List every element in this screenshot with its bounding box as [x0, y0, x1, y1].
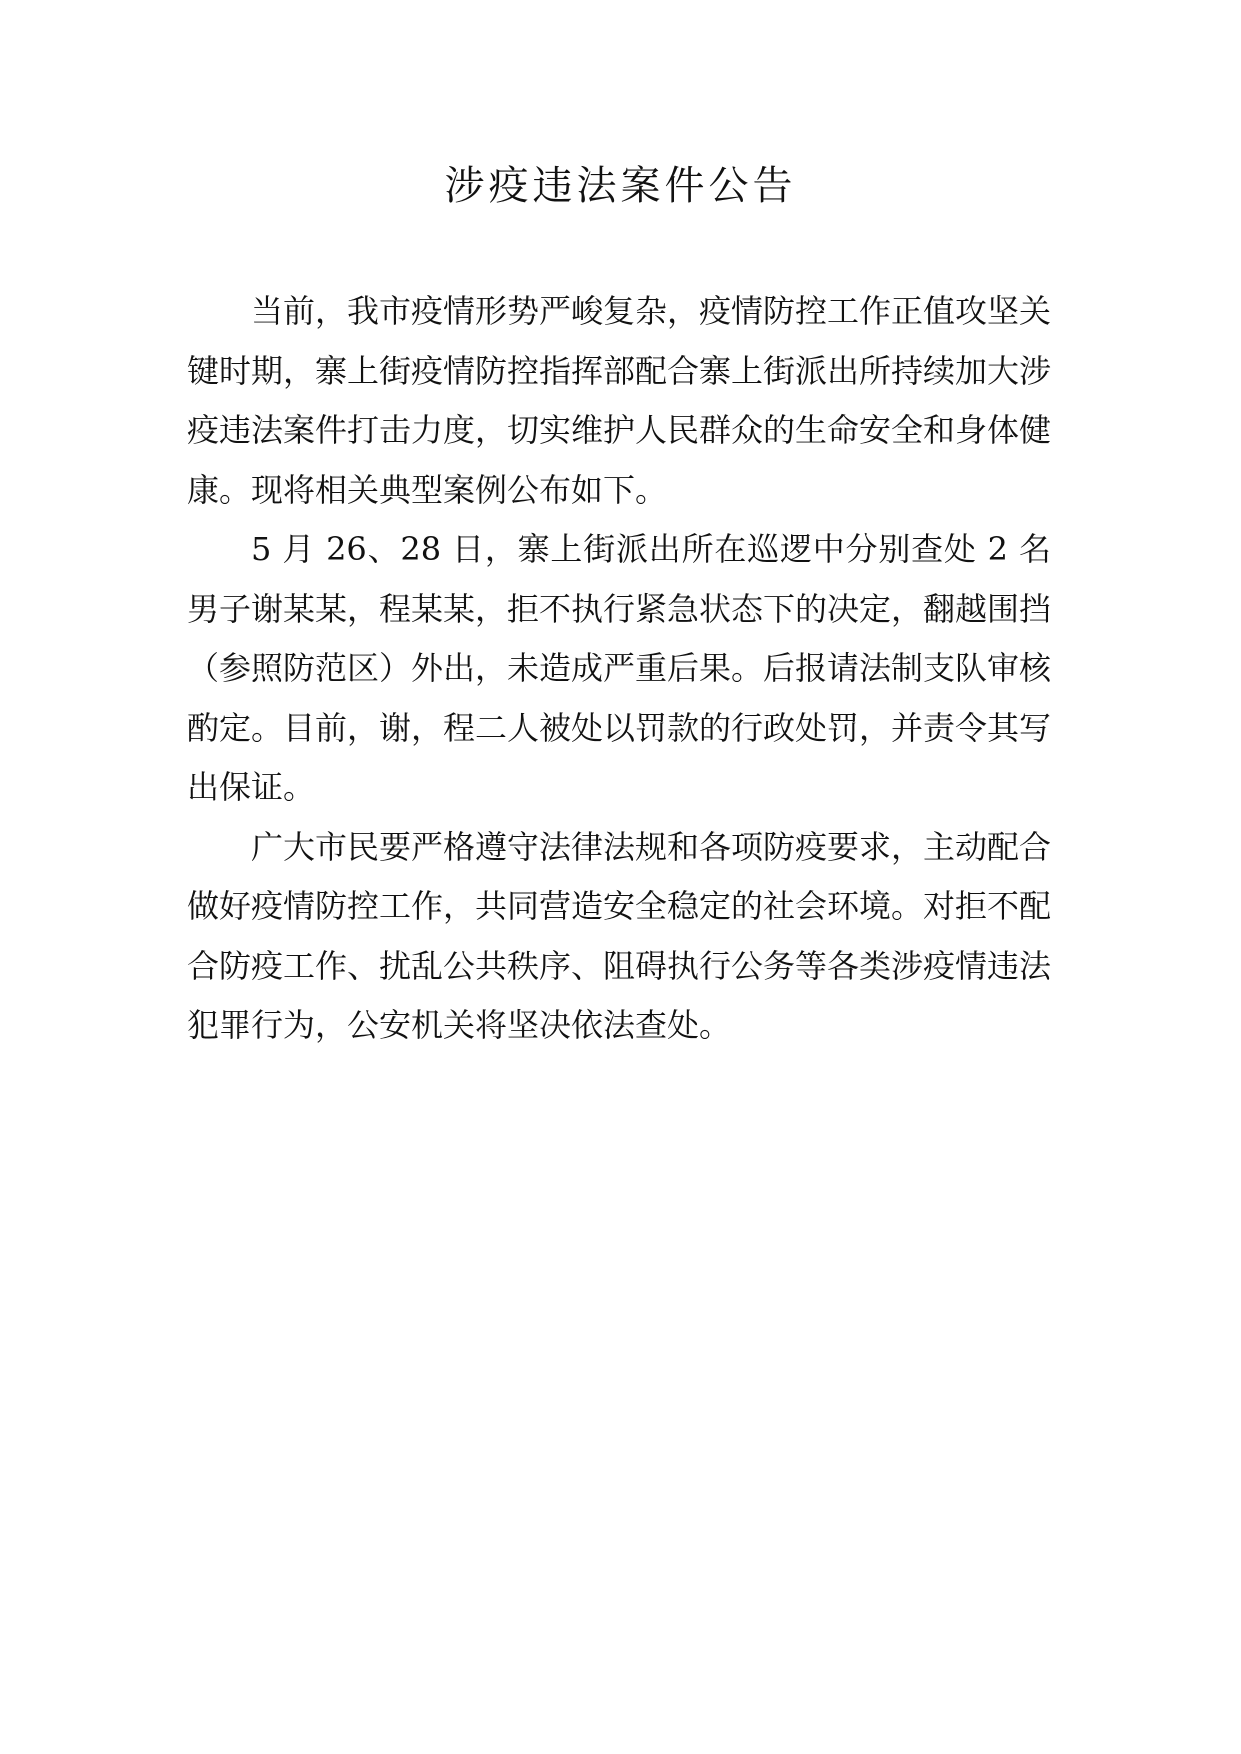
document-title: 涉疫违法案件公告	[444, 163, 797, 209]
paragraph-appeal: 广大市民要严格遵守法律法规和各项防疫要求，主动配合做好疫情防控工作，共同营造安全稳定的社会环境。对拒不配合防疫工作、扰乱公共秩序、阻碍执行公务等各类涉疫情违法犯罪行为，公安机关将坚决依法查处。	[187, 827, 1052, 1044]
document-body	[187, 282, 1051, 1056]
paragraph-case: 5 月 26、28 日，寨上街派出所在巡逻中分别查处 2 名男子谢某某，程某某，拒不执行紧急状态下的决定，翻越围挡（参照防范区）外出，未造成严重后果。后报请法制支队审核酌定。目前，谢，程二人被处以罚款的行政处罚，并责令其写出保证。	[187, 530, 1052, 806]
paragraph-intro: 当前，我市疫情形势严峻复杂，疫情防控工作正值攻坚关键时期，寨上街疫情防控指挥部配合寨上街派出所持续加大涉疫违法案件打击力度，切实维护人民群众的生命安全和身体健康。现将相关典型案例公布如下。	[187, 292, 1052, 509]
